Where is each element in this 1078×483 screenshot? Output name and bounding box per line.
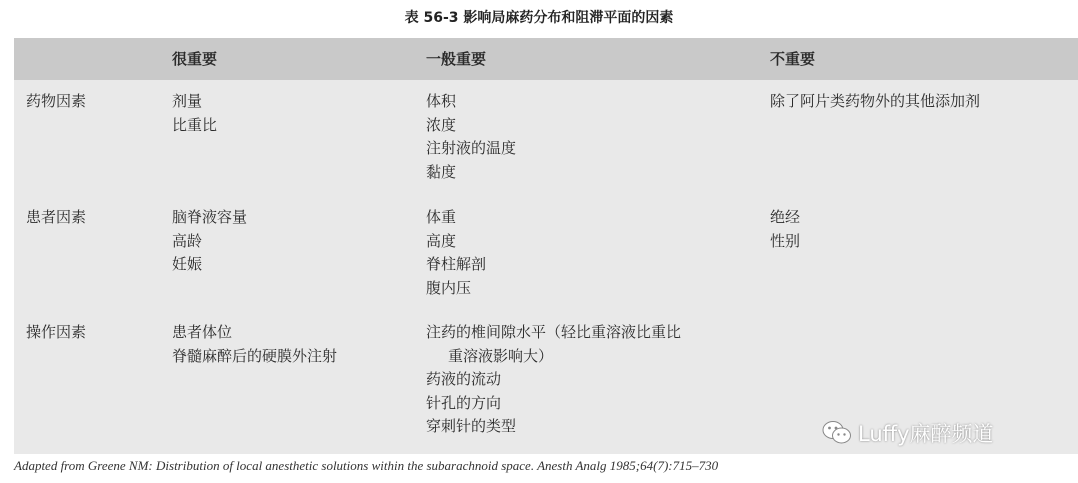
- wechat-icon: [822, 420, 852, 446]
- table-cell-line: 高度: [426, 231, 457, 250]
- table-cell-line: 针孔的方向: [426, 393, 502, 412]
- row-drug-somewhat-important: [426, 90, 516, 184]
- table-cell-line: 脊柱解剖: [426, 255, 487, 273]
- row-drug-very-important: [172, 90, 217, 137]
- header-not-important: 不重要: [770, 50, 816, 68]
- table-cell-line: 穿刺针的类型: [426, 417, 517, 435]
- row-patient-somewhat-important: [426, 206, 486, 300]
- row-patient-factor-label: 患者因素: [26, 208, 87, 226]
- header-somewhat-important: 一般重要: [426, 50, 487, 68]
- source-footnote: Adapted from Greene NM: Distribution of local anesthetic solutions within the subarachnoid space. Anesth Analg 1985;64(7):715–730: [14, 458, 719, 473]
- table-cell-line: 重溶液影响大）: [448, 346, 554, 365]
- table-cell-line: 注药的椎间隙水平（轻比重溶液比重比: [426, 323, 682, 341]
- table-title: 表 56-3 影响局麻药分布和阻滞平面的因素: [404, 10, 674, 26]
- factors-table: [14, 38, 1078, 454]
- row-procedure-factor-label: 操作因素: [26, 323, 87, 341]
- header-very-important: 很重要: [172, 50, 218, 68]
- row-patient-not-important: [770, 206, 800, 253]
- row-procedure-somewhat-important: [426, 321, 681, 439]
- channel-watermark: [822, 418, 994, 448]
- table-cell-line: 药液的流动: [426, 370, 502, 388]
- table-cell-line: 黏度: [426, 162, 457, 181]
- table-cell-line: 体积: [426, 92, 457, 110]
- table-cell-line: 妊娠: [172, 255, 203, 273]
- table-cell-line: 比重比: [172, 115, 218, 134]
- row-drug-factor-label: 药物因素: [26, 92, 87, 110]
- table-cell-line: 脊髓麻醉后的硬膜外注射: [172, 346, 338, 365]
- row-drug-not-important: [770, 90, 980, 114]
- table-cell-line: 高龄: [172, 231, 203, 250]
- row-procedure-very-important: [172, 321, 337, 368]
- table-cell-line: 注射液的温度: [426, 139, 517, 157]
- table-cell-line: 腹内压: [426, 278, 472, 297]
- row-patient-very-important: [172, 206, 247, 277]
- table-cell-line: 绝经: [770, 208, 801, 226]
- watermark-text: Luffy麻醉频道: [858, 422, 994, 446]
- table-cell-line: 浓度: [426, 115, 457, 134]
- table-cell-line: 患者体位: [172, 323, 233, 341]
- table-cell-line: 脑脊液容量: [172, 208, 248, 226]
- table-cell-line: 剂量: [172, 92, 203, 110]
- table-cell-line: 性别: [770, 231, 801, 250]
- table-cell-line: 除了阿片类药物外的其他添加剂: [770, 92, 981, 110]
- table-cell-line: 体重: [426, 208, 457, 226]
